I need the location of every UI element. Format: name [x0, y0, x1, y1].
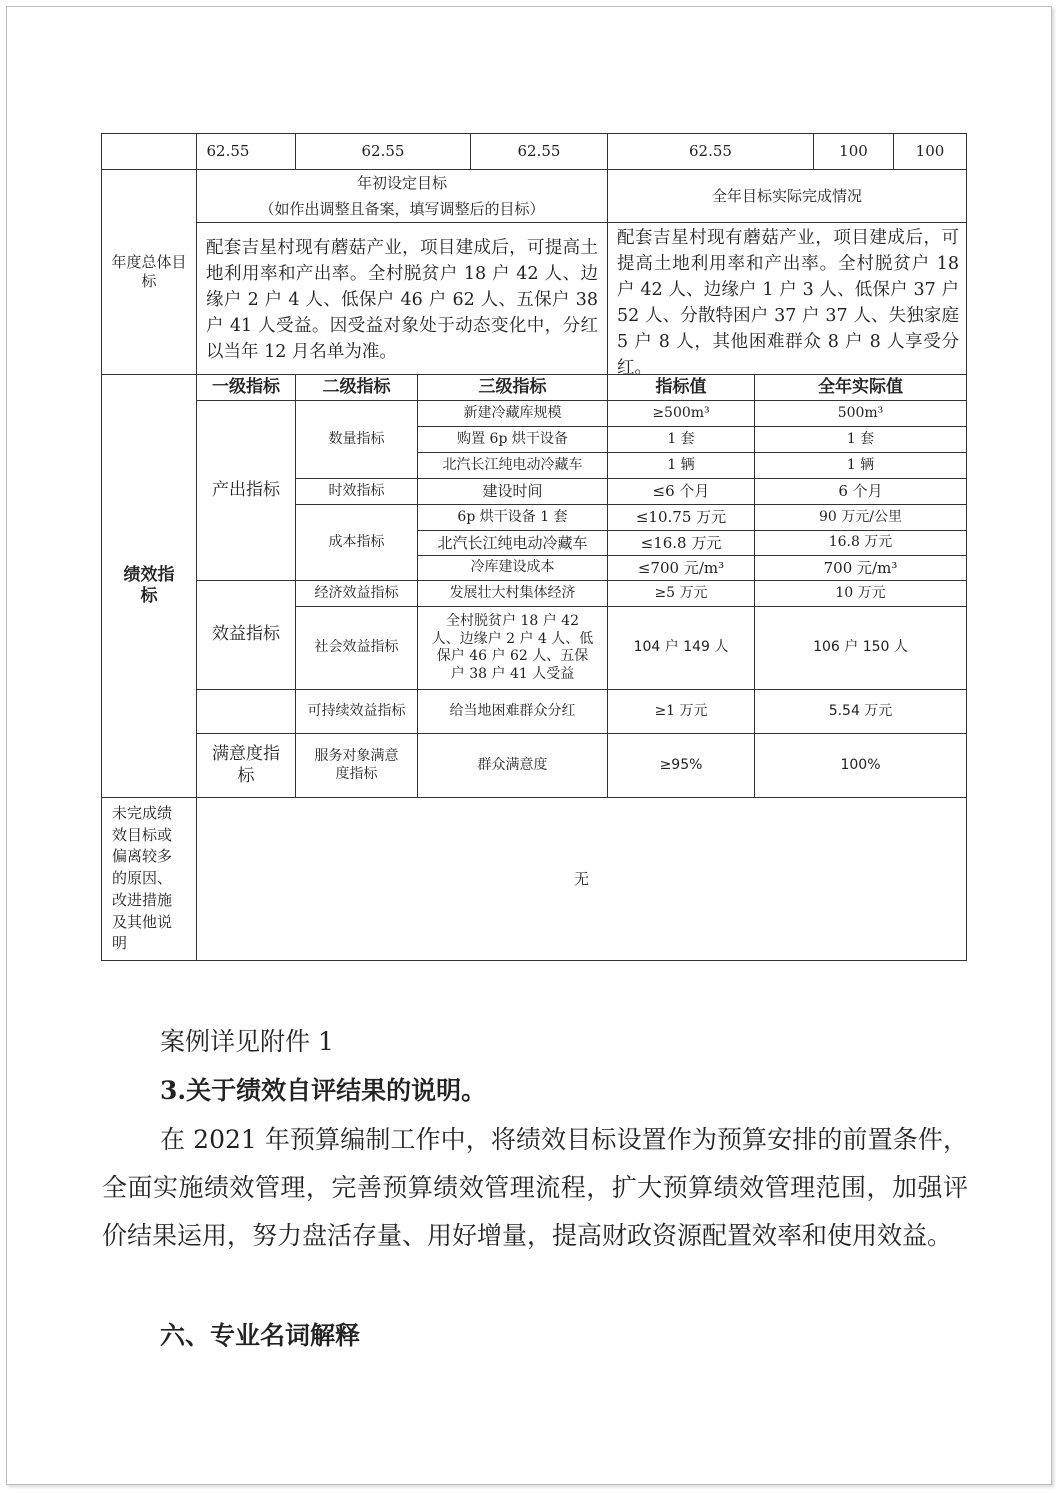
target-cell: ≥95%: [659, 756, 703, 773]
unfinished-label: 未完成绩效目标或偏离较多的原因、改进措施及其他说明: [112, 803, 173, 953]
header-level1: 一级指标: [212, 376, 280, 397]
level2-quantity: 数量指标: [328, 430, 385, 447]
indicator-cell: 全村脱贫户 18 户 42 人、边缘户 2 户 4 人、低保户 46 户 62 人、五保户 38 户 41 人受益: [431, 613, 594, 682]
target-cell: ≥500m³: [652, 404, 710, 421]
performance-label: 绩效指标: [123, 564, 175, 606]
heading-glossary: 六、专业名词解释: [160, 1321, 361, 1350]
target-cell: 1 套: [667, 430, 695, 447]
top-cell-4: 62.55: [689, 142, 732, 161]
top-cell-1: 62.55: [206, 142, 250, 161]
annual-goal-label: 年度总体目标: [111, 253, 187, 290]
actual-cell: 5.54 万元: [828, 702, 893, 719]
goal-actual-header: 全年目标实际完成情况: [711, 186, 862, 205]
top-cell-3: 62.55: [517, 142, 561, 161]
indicator-cell: 冷库建设成本: [470, 559, 555, 576]
target-cell: ≤16.8 万元: [640, 533, 722, 552]
rule: [196, 222, 967, 223]
goal-set-header: 年初设定目标: [356, 173, 447, 192]
rule: [101, 960, 967, 961]
target-cell: 104 户 149 人: [633, 639, 729, 656]
level2-timeliness: 时效指标: [328, 482, 385, 499]
header-level3: 三级指标: [478, 376, 547, 397]
goal-actual-text: 配套吉星村现有蘑菇产业，项目建成后，可提高土地利用率和产出率。全村脱贫户 18 户 42 人、边缘户 1 户 3 人、低保户 37 户 52 人、分散特困户 37 户 37 人、失独家庭 5 户 8 人，其他困难群众 8 户 8 人享受分红。: [617, 228, 959, 378]
actual-cell: 500m³: [837, 404, 884, 421]
indicator-cell: 给当地困难群众分红: [449, 702, 576, 719]
actual-cell: 10 万元: [835, 584, 886, 601]
header-level2: 二级指标: [322, 376, 391, 397]
actual-cell: 90 万元/公里: [819, 508, 902, 525]
case-line-text: 案例详见附件 1: [160, 1027, 334, 1056]
unfinished-value: 无: [573, 869, 589, 888]
indicator-cell: 6p 烘干设备 1 套: [457, 508, 568, 525]
indicator-cell: 北汽长江纯电动冷藏车: [442, 456, 583, 473]
case-line: [102, 1018, 968, 1066]
target-cell: ≤10.75 万元: [635, 508, 727, 527]
indicator-cell: 建设时间: [482, 482, 543, 501]
level2-social: 社会效益指标: [314, 639, 399, 656]
actual-cell: 16.8 万元: [828, 534, 893, 551]
header-target: 指标值: [655, 376, 707, 397]
top-cell-6: 100: [915, 142, 945, 161]
body-paragraph: 在 2021 年预算编制工作中，将绩效目标设置作为预算安排的前置条件，全面实施绩效管理，完善预算绩效管理流程，扩大预算绩效管理范围，加强评价结果运用，努力盘活存量、用好增量，提高财政资源配置效率和使用效益。: [102, 1125, 968, 1250]
level1-satisfaction: 满意度指标: [212, 744, 280, 786]
indicator-cell: 新建冷藏库规模: [463, 404, 562, 421]
target-cell: ≤6 个月: [652, 482, 710, 501]
top-cell-2: 62.55: [361, 142, 405, 161]
target-cell: 1 辆: [667, 456, 695, 473]
level2-economic: 经济效益指标: [314, 584, 399, 601]
level2-sustainable: 可持续效益指标: [307, 702, 406, 719]
indicator-cell: 群众满意度: [477, 756, 548, 773]
level2-cost: 成本指标: [328, 533, 385, 550]
target-cell: ≥5 万元: [654, 584, 708, 601]
target-cell: ≤700 元/m³: [637, 558, 725, 577]
actual-cell: 100%: [840, 756, 881, 773]
actual-cell: 700 元/m³: [823, 558, 898, 577]
target-cell: ≥1 万元: [654, 702, 708, 719]
goal-set-subheader: （如作出调整且备案，填写调整后的目标）: [259, 199, 545, 218]
actual-cell: 6 个月: [838, 482, 883, 501]
actual-cell: 106 户 150 人: [813, 639, 908, 656]
level2-service: 服务对象满意度指标: [314, 748, 399, 782]
rule: [966, 133, 967, 961]
level1-benefit: 效益指标: [212, 624, 280, 645]
heading-self-evaluation: 3.关于绩效自评结果的说明。: [160, 1076, 487, 1105]
top-cell-5: 100: [839, 142, 868, 161]
indicator-cell: 北汽长江纯电动冷藏车: [437, 533, 588, 552]
header-actual: 全年实际值: [818, 376, 903, 397]
actual-cell: 1 套: [846, 430, 875, 447]
indicator-cell: 发展壮大村集体经济: [449, 584, 576, 601]
indicator-cell: 购置 6p 烘干设备: [457, 430, 568, 447]
goal-set-text: 配套吉星村现有蘑菇产业，项目建成后，可提高土地利用率和产出率。全村脱贫户 18 户 42 人、边缘户 2 户 4 人、低保户 46 户 62 人、五保户 38 户 41 人受益。因受益对象处于动态变化中，分红以当年 12 月名单为准。: [206, 238, 598, 362]
level1-output: 产出指标: [212, 479, 280, 500]
actual-cell: 1 辆: [846, 456, 875, 473]
